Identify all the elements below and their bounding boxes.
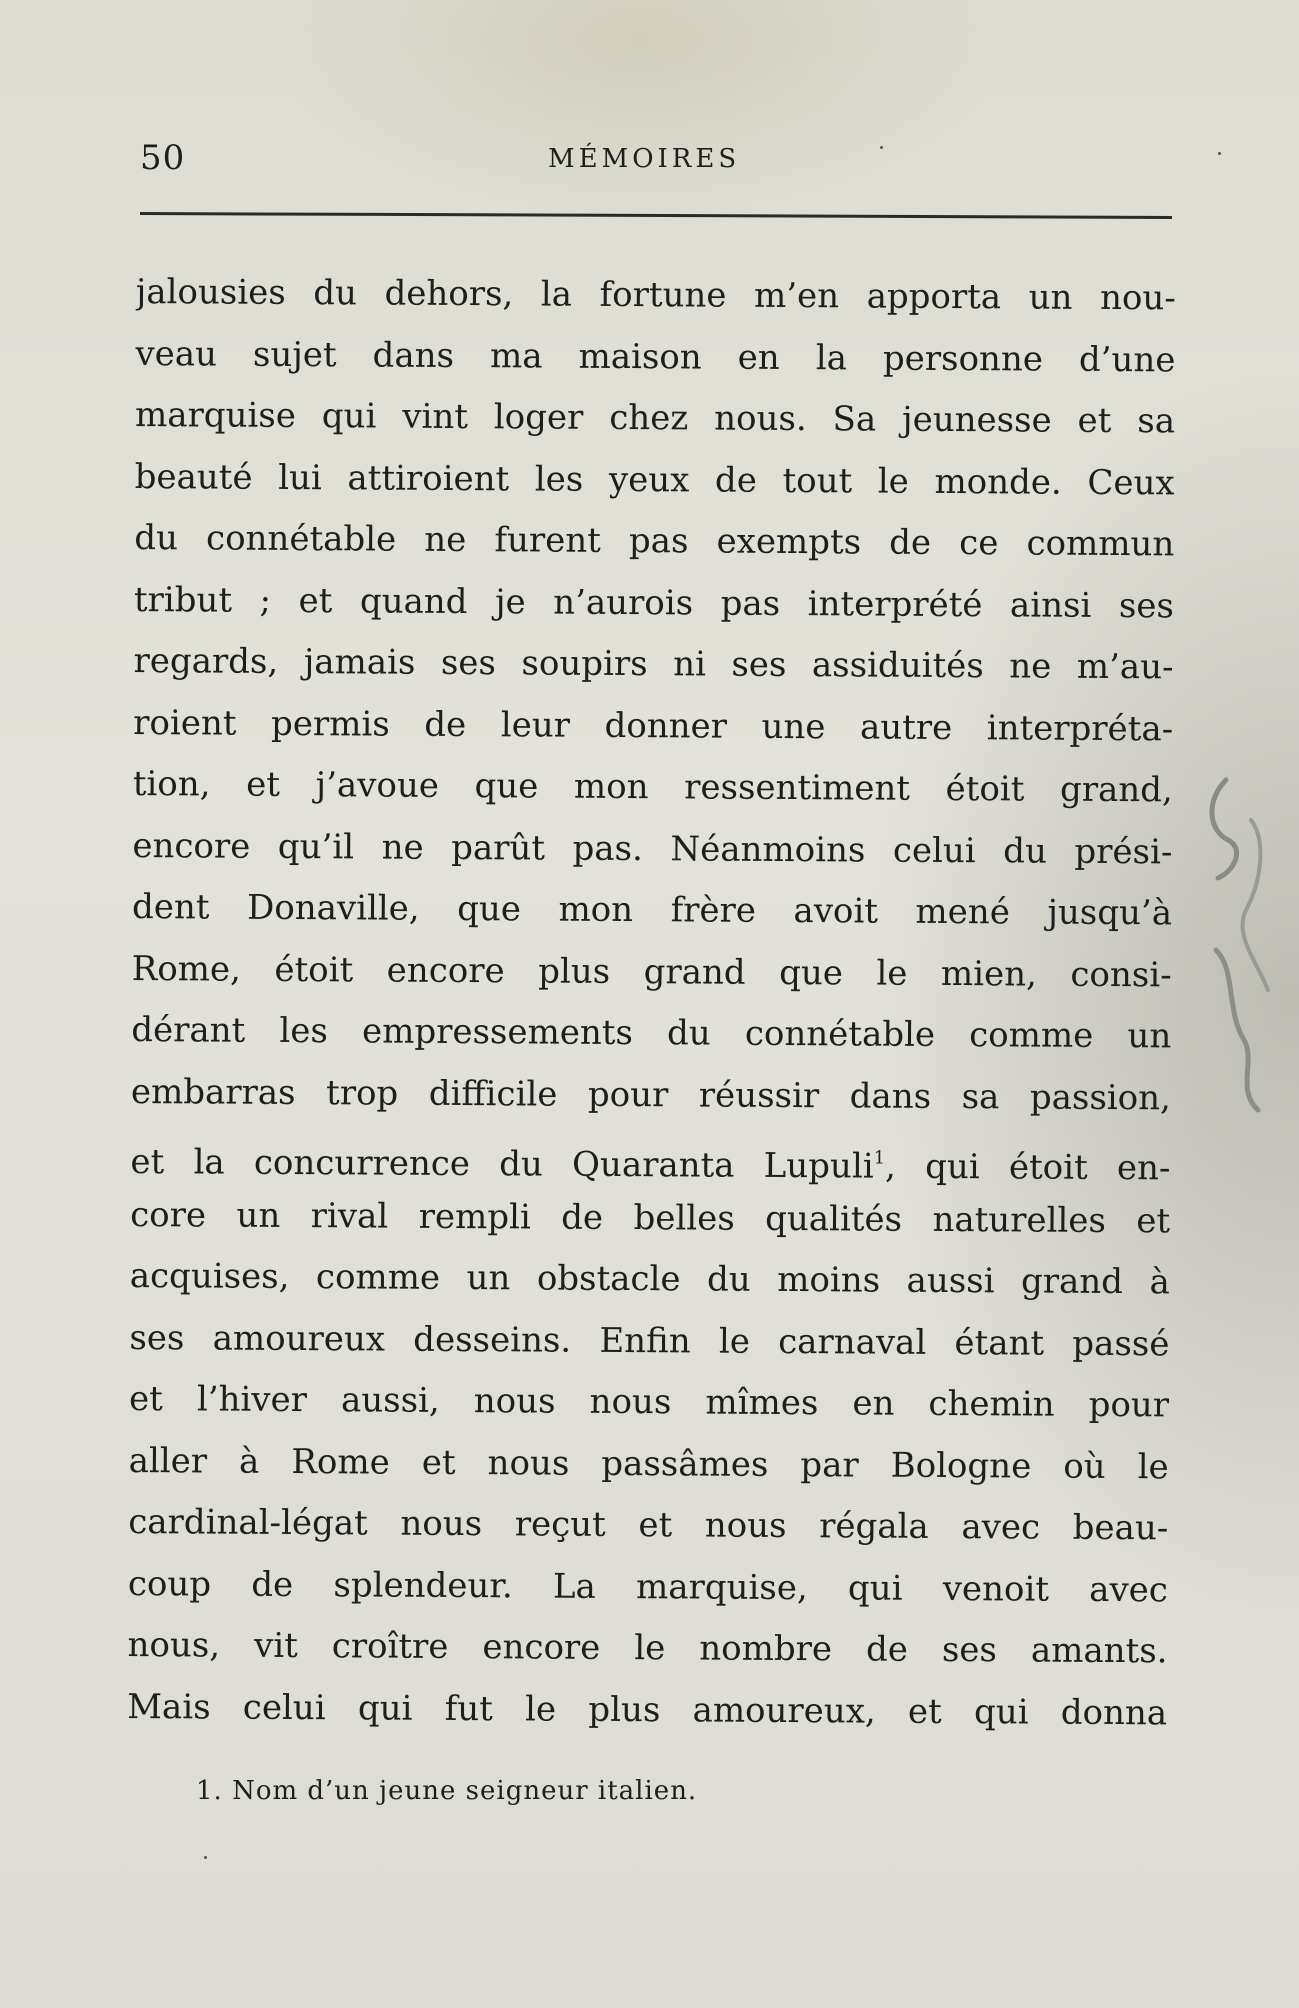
text-line-with-footnote: [130, 1123, 1170, 1191]
text-line-part: , qui étoit en-: [884, 1146, 1171, 1189]
text-line: du connétable ne furent pas exempts de ce commun: [134, 517, 1175, 565]
text-line: encore qu’il ne parût pas. Néanmoins celui du prési-: [132, 825, 1173, 872]
running-title: MÉMOIRES: [548, 144, 741, 174]
pencil-annotation-mark: [1196, 760, 1286, 1140]
text-line: et l’hiver aussi, nous nous mîmes en chemin pour: [128, 1378, 1170, 1426]
header-rule: [140, 212, 1172, 219]
page-header: [140, 138, 1170, 188]
text-line: aller à Rome et nous passâmes par Bologne où le: [128, 1440, 1169, 1487]
text-line: jalousies du dehors, la fortune m’en apporta un nou-: [135, 271, 1176, 319]
text-line: core un rival rempli de belles qualités naturelles et: [130, 1194, 1171, 1241]
text-line: ses amoureux desseins. Enfin le carnaval étant passé: [129, 1317, 1170, 1364]
paper-speck: [1218, 152, 1221, 155]
body-text: [127, 262, 1176, 1744]
text-line: marquise qui vint loger chez nous. Sa jeunesse et sa: [134, 394, 1176, 442]
text-line: acquises, comme un obstacle du moins aussi grand à: [129, 1255, 1170, 1303]
text-line: veau sujet dans ma maison en la personne d’une: [135, 333, 1176, 380]
page-number: 50: [140, 138, 186, 178]
text-line: nous, vit croître encore le nombre de ses amants.: [127, 1624, 1168, 1672]
text-line: Rome, étoit encore plus grand que le mien, consi-: [131, 948, 1172, 995]
text-line: regards, jamais ses soupirs ni ses assiduités ne m’au-: [133, 640, 1174, 688]
text-line: tion, et j’avoue que mon ressentiment étoit grand,: [132, 763, 1173, 811]
footnote-reference: 1: [873, 1147, 886, 1169]
text-line: dérant les empressements du connétable comme un: [131, 1009, 1172, 1057]
text-line: cardinal-légat nous reçut et nous régala avec beau-: [128, 1501, 1169, 1549]
paper-speck: [204, 1856, 207, 1859]
paper-speck: [880, 146, 883, 149]
text-line: tribut ; et quand je n’aurois pas interprété ainsi ses: [133, 579, 1175, 626]
text-line: beauté lui attiroient les yeux de tout le monde. Ceux: [134, 456, 1175, 503]
footnote: 1. Nom d’un jeune seigneur italien.: [196, 1776, 698, 1806]
text-line: coup de splendeur. La marquise, qui venoit avec: [127, 1563, 1169, 1610]
text-line-part: et la concurrence du Quaranta Lupuli: [130, 1141, 874, 1187]
text-line: Mais celui qui fut le plus amoureux, et qui donna: [127, 1686, 1168, 1733]
text-line: roient permis de leur donner une autre interpréta-: [133, 702, 1174, 749]
text-line: dent Donaville, que mon frère avoit mené jusqu’à: [131, 886, 1173, 934]
text-line: embarras trop difficile pour réussir dans sa passion,: [130, 1071, 1172, 1118]
